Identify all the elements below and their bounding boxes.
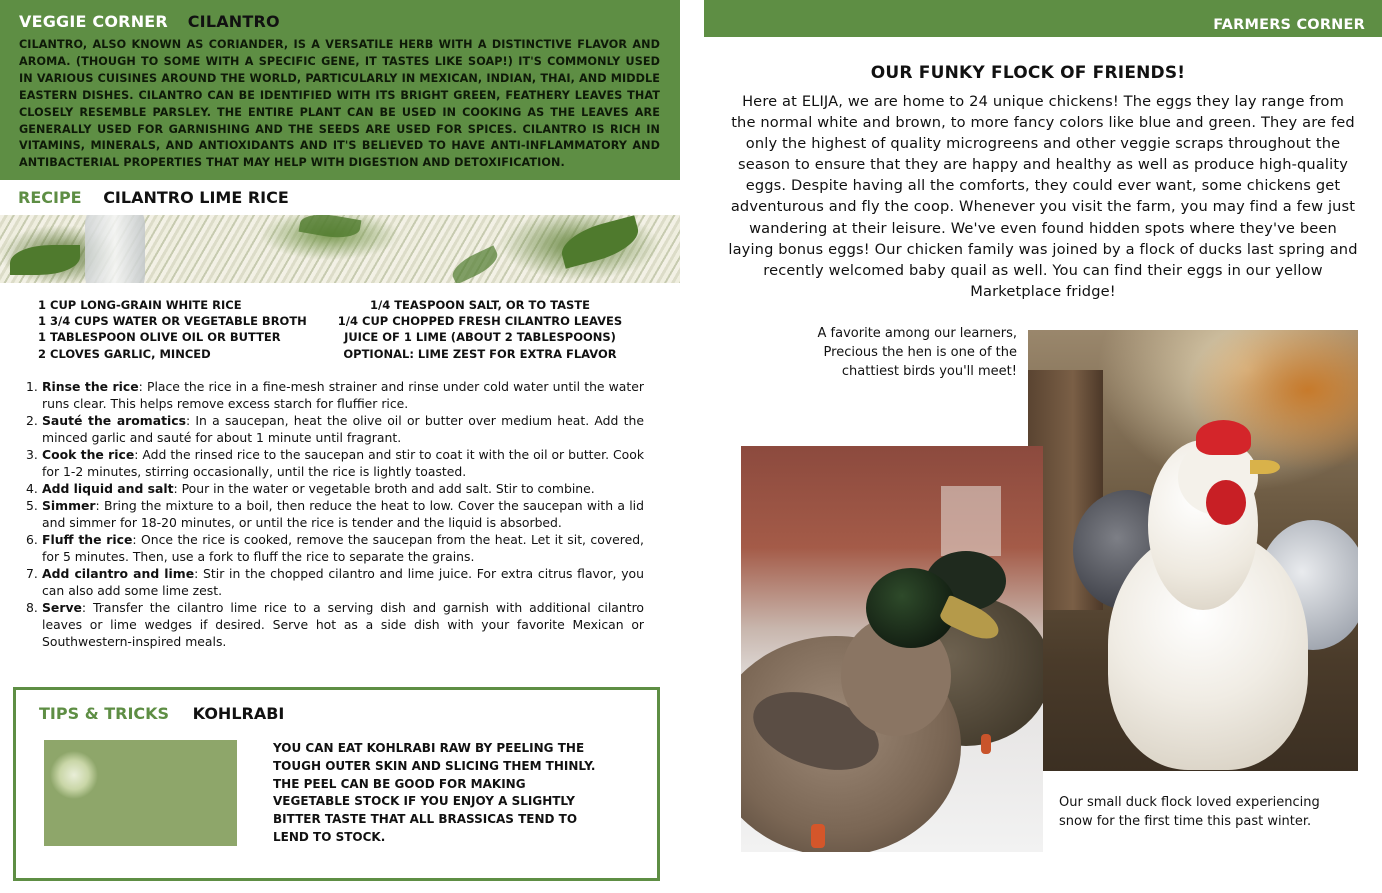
ingredient-item: 2 CLOVES GARLIC, MINCED — [38, 346, 211, 361]
ingredient-item: JUICE OF 1 LIME (ABOUT 2 TABLESPOONS) — [344, 330, 616, 345]
step-text: : Stir in the chopped cilantro and lime juice. For extra citrus flavor, you can also add some lime zest. — [42, 566, 644, 598]
tips-heading — [39, 704, 284, 723]
kohlrabi-photo — [44, 740, 237, 846]
step-text: : Transfer the cilantro lime rice to a serving dish and garnish with additional cilantro leaves or lime wedges if desired. Serve hot as a side dish with your favorite Mexican or Southwestern-inspired meals. — [42, 600, 644, 649]
flock-body-text: Here at ELIJA, we are home to 24 unique chickens! The eggs they lay range from the normal white and brown, to more fancy colors like blue and green. They are fed only the highest of quality microgreens and other veggie scraps throughout the season to ensure that they are happy and healthy as well as produce high-quality eggs. Despite having all the comforts, they could ever want, some chickens get adventurous and fly the coop. Whenever you visit the farm, you may find a few just wandering at their leisure. We've even found hidden spots where they've been laying bonus eggs! Our chicken family was joined by a flock of ducks last spring and recently welcomed baby quail as well. You can find their eggs in our yellow Marketplace fridge! — [728, 93, 1358, 300]
cilantro-leaf-shape — [448, 245, 502, 283]
step-title: Serve — [42, 600, 82, 615]
hen-comb-shape — [1196, 420, 1251, 455]
rice-bowl-shape — [85, 215, 145, 283]
recipe-heading — [18, 188, 289, 207]
duck-foot-shape — [981, 734, 991, 754]
recipe-step — [26, 531, 644, 565]
recipe-step — [26, 480, 644, 497]
veggie-corner-box — [0, 0, 680, 180]
recipe-step — [26, 565, 644, 599]
recipe-title: CILANTRO LIME RICE — [103, 188, 289, 207]
recipe-step — [26, 378, 644, 412]
recipe-steps — [26, 378, 644, 650]
step-title: Cook the rice — [42, 447, 135, 462]
tips-text: YOU CAN EAT KOHLRABI RAW BY PEELING THE TOUGH OUTER SKIN AND SLICING THEM THINLY. THE PEEL CAN BE GOOD FOR MAKING VEGETABLE STOCK IF YOU ENJOY A SLIGHTLY BITTER TASTE THAT ALL BRASSICAS TEND TO LEND TO STOCK. — [273, 741, 596, 844]
hen-photo — [1028, 330, 1358, 771]
duck-foot-shape — [811, 824, 825, 848]
step-text: : Add the rinsed rice to the saucepan and stir to coat it with the oil or butter. Cook for 1-2 minutes, stirring occasionally, until the rice is lightly toasted. — [42, 447, 644, 479]
ingredients-left — [38, 297, 328, 362]
step-title: Rinse the rice — [42, 379, 139, 394]
recipe-step — [26, 497, 644, 531]
tips-tag: TIPS & TRICKS — [39, 704, 170, 723]
step-number: 7. — [26, 566, 38, 581]
flock-title: OUR FUNKY FLOCK OF FRIENDS! — [870, 63, 1186, 83]
step-text: : Once the rice is cooked, remove the saucepan from the heat. Let it sit, covered, for 5 minutes. Then, use a fork to fluff the rice to separate the grains. — [42, 532, 644, 564]
ingredients-right — [330, 297, 630, 362]
veggie-corner-tag: VEGGIE CORNER — [19, 12, 168, 31]
recipe-step — [26, 446, 644, 480]
veggie-corner-heading — [19, 12, 660, 31]
step-number: 5. — [26, 498, 38, 513]
step-title: Add cilantro and lime — [42, 566, 195, 581]
ingredient-item: 1 3/4 CUPS WATER OR VEGETABLE BROTH — [38, 314, 307, 329]
ingredient-item: 1 TABLESPOON OLIVE OIL OR BUTTER — [38, 330, 281, 345]
recipe-tag: RECIPE — [18, 188, 82, 207]
step-title: Sauté the aromatics — [42, 413, 186, 428]
tips-topic: KOHLRABI — [192, 704, 285, 723]
recipe-step — [26, 412, 644, 446]
hen-wattle-shape — [1206, 480, 1246, 525]
step-number: 4. — [26, 481, 38, 496]
duck-photo — [741, 446, 1043, 852]
farmers-corner-label: FARMERS CORNER — [1213, 17, 1365, 33]
step-number: 3. — [26, 447, 38, 462]
hen-photo-caption: A favorite among our learners, Precious the hen is one of the chattiest birds you'll meet! — [817, 326, 1017, 379]
step-text: : Place the rice in a fine-mesh strainer and rinse under cold water until the water runs clear. This helps remove excess starch for fluffier rice. — [42, 379, 644, 411]
tips-and-tricks-box — [13, 687, 660, 881]
step-number: 6. — [26, 532, 38, 547]
ingredient-item: 1 CUP LONG-GRAIN WHITE RICE — [38, 298, 242, 312]
ingredient-item: OPTIONAL: LIME ZEST FOR EXTRA FLAVOR — [343, 346, 617, 361]
step-number: 8. — [26, 600, 38, 615]
step-text: : In a saucepan, heat the olive oil or butter over medium heat. Add the minced garlic and sauté for about 1 minute until fragrant. — [42, 413, 644, 445]
hen-beak-shape — [1250, 460, 1280, 474]
step-title: Simmer — [42, 498, 96, 513]
step-title: Add liquid and salt — [42, 481, 174, 496]
cilantro-leaf-shape — [299, 215, 362, 242]
step-title: Fluff the rice — [42, 532, 133, 547]
veggie-corner-text: CILANTRO, ALSO KNOWN AS CORIANDER, IS A VERSATILE HERB WITH A DISTINCTIVE FLAVOR AND AROMA. (THOUGH TO SOME WITH A SPECIFIC GENE, IT TASTES LIKE SOAP!) IT'S COMMONLY USED IN VARIOUS CUISINES AROUND THE WORLD, PARTICULARLY IN MEXICAN, INDIAN, THAI, AND MIDDLE EASTERN DISHES. CILANTRO CAN BE IDENTIFIED WITH ITS BRIGHT GREEN, FEATHERY LEAVES THAT CLOSELY RESEMBLE PARSLEY. THE ENTIRE PLANT CAN BE USED IN COOKING AS THE LEAVES ARE GENERALLY USED FOR GARNISHING AND THE SEEDS ARE USED FOR SPICES. CILANTRO IS RICH IN VITAMINS, MINERALS, AND ANTIOXIDANTS AND IT'S BELIEVED TO HAVE ANTI-INFLAMMATORY AND ANTIBACTERIAL PROPERTIES THAT MAY HELP WITH DIGESTION AND DETOXIFICATION. — [19, 38, 660, 170]
cilantro-rice-photo — [0, 215, 680, 283]
ingredient-item: 1/4 CUP CHOPPED FRESH CILANTRO LEAVES — [337, 314, 623, 329]
step-number: 2. — [26, 413, 38, 428]
recipe-step — [26, 599, 644, 650]
step-number: 1. — [26, 379, 38, 394]
ingredient-item: 1/4 TEASPOON SALT, OR TO TASTE — [370, 298, 590, 312]
veggie-corner-topic: CILANTRO — [187, 12, 280, 31]
step-text: : Bring the mixture to a boil, then reduce the heat to low. Cover the saucepan with a lid and simmer for 18-20 minutes, or until the rice is tender and the liquid is absorbed. — [42, 498, 644, 530]
cilantro-leaf-shape — [10, 245, 80, 275]
duck-photo-caption: Our small duck flock loved experiencing snow for the first time this past winter. — [1059, 795, 1320, 829]
barn-window-shape — [941, 486, 1001, 556]
step-text: : Pour in the water or vegetable broth and add salt. Stir to combine. — [173, 481, 595, 496]
cilantro-leaf-shape — [557, 215, 643, 269]
farmers-corner-bar — [704, 0, 1382, 37]
